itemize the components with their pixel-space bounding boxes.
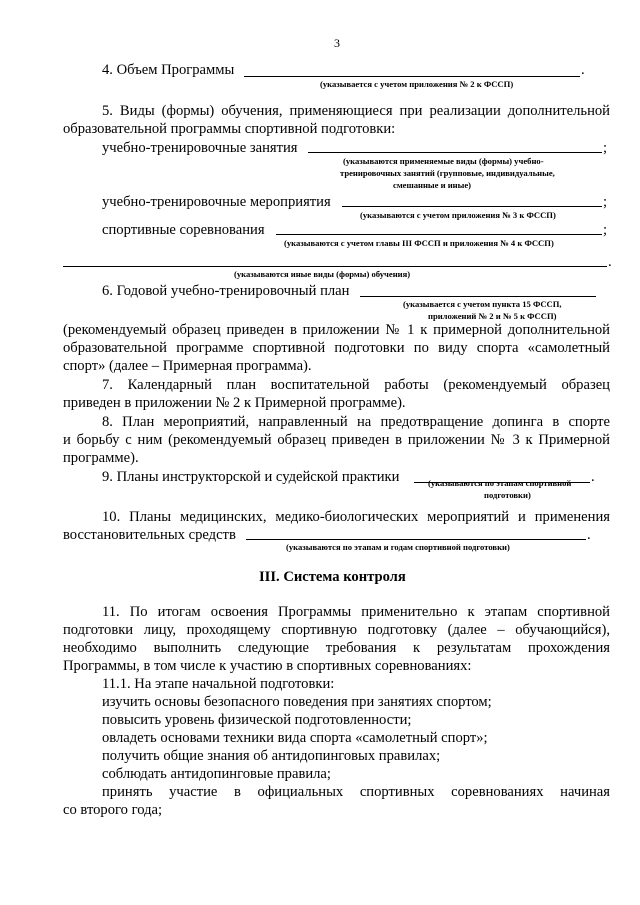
section-heading: III. Система контроля xyxy=(259,569,406,585)
other-forms-note: (указываются иные виды (формы) обучения) xyxy=(234,269,411,279)
item4-blank-line xyxy=(244,76,580,77)
list-item: соблюдать антидопинговые правила; xyxy=(102,766,331,782)
training-sessions-note-3: смешанные и иные) xyxy=(393,180,471,190)
item4-label: 4. Объем Программы xyxy=(102,62,235,78)
list-item-continuation: со второго года; xyxy=(63,802,163,818)
item6-line2: образовательной программе спортивной подготовки по виду спорта «самолетный xyxy=(63,340,610,356)
training-events-label: учебно-тренировочные мероприятия xyxy=(102,194,331,210)
item11-line3: необходимо выполнить следующие требования к результатам прохождения xyxy=(63,640,610,656)
item9-note-2: подготовки) xyxy=(484,490,531,500)
item10-end: . xyxy=(587,527,591,543)
item11-sub1: 11.1. На этапе начальной подготовки: xyxy=(102,676,335,692)
item6-note-2: приложений № 2 и № 5 к ФССП) xyxy=(428,311,557,321)
item10-line1: 10. Планы медицинских, медико-биологических мероприятий и применения xyxy=(102,509,610,525)
training-events-end: ; xyxy=(603,194,608,210)
competitions-label: спортивные соревнования xyxy=(102,222,265,238)
item4-note: (указывается с учетом приложения № 2 к ФССП) xyxy=(320,79,514,89)
competitions-end: ; xyxy=(603,222,608,238)
item6-note-1: (указывается с учетом пункта 15 ФССП, xyxy=(403,299,562,309)
training-sessions-note-2: тренировочных занятий (групповые, индивидуальные, xyxy=(340,168,555,178)
item9-note-1: (указываются по этапам спортивной xyxy=(428,478,572,488)
item9-label: 9. Планы инструкторской и судейской практики xyxy=(102,469,400,485)
competitions-blank-line xyxy=(276,234,602,235)
training-sessions-end: ; xyxy=(603,140,608,156)
other-forms-end: . xyxy=(608,254,612,270)
item10-note: (указываются по этапам и годам спортивной подготовки) xyxy=(286,542,510,552)
item5-line1: 5. Виды (формы) обучения, применяющиеся при реализации дополнительной xyxy=(102,103,610,119)
item7-line1: 7. Календарный план воспитательной работы (рекомендуемый образец xyxy=(102,377,610,393)
competitions-note: (указываются с учетом главы III ФССП и приложения № 4 к ФССП) xyxy=(284,238,554,248)
training-sessions-blank-line xyxy=(308,152,602,153)
item4-end: . xyxy=(581,62,585,78)
item6-line1: (рекомендуемый образец приведен в приложении № 1 к примерной дополнительной xyxy=(63,322,610,338)
item7-line2: приведен в приложении № 2 к Примерной программе). xyxy=(63,395,406,411)
item6-line3: спорт» (далее – Примерная программа). xyxy=(63,358,312,374)
training-events-blank-line xyxy=(342,206,602,207)
item11-line1: 11. По итогам освоения Программы применительно к этапам спортивной xyxy=(102,604,610,620)
item5-line2: образовательной программы спортивной подготовки: xyxy=(63,121,396,137)
item6-label: 6. Годовой учебно-тренировочный план xyxy=(102,283,350,299)
item9-end: . xyxy=(591,469,595,485)
item8-line3: программе). xyxy=(63,450,139,466)
list-item: принять участие в официальных спортивных соревнованиях начиная xyxy=(102,784,610,800)
training-sessions-note-1: (указываются применяемые виды (формы) учебно- xyxy=(343,156,544,166)
item8-line1: 8. План мероприятий, направленный на предотвращение допинга в спорте xyxy=(102,414,610,430)
list-item: получить общие знания об антидопинговых правилах; xyxy=(102,748,441,764)
item11-line2: подготовки лицу, проходящему спортивную подготовку (далее – обучающийся), xyxy=(63,622,610,638)
item11-line4: Программы, в том числе к участию в спортивных соревнованиях: xyxy=(63,658,472,674)
training-sessions-label: учебно-тренировочные занятия xyxy=(102,140,298,156)
training-events-note: (указываются с учетом приложения № 3 к ФССП) xyxy=(360,210,556,220)
other-forms-blank-line xyxy=(63,266,607,267)
item10-label2: восстановительных средств xyxy=(63,527,236,543)
item8-line2: и борьбу с ним (рекомендуемый образец приведен в приложении № 3 к Примерной xyxy=(63,432,610,448)
list-item: изучить основы безопасного поведения при занятиях спортом; xyxy=(102,694,492,710)
item10-blank-line xyxy=(246,539,586,540)
list-item: овладеть основами техники вида спорта «самолетный спорт»; xyxy=(102,730,488,746)
page-number: 3 xyxy=(334,36,340,50)
item6-blank-line xyxy=(360,296,596,297)
list-item: повысить уровень физической подготовленности; xyxy=(102,712,412,728)
